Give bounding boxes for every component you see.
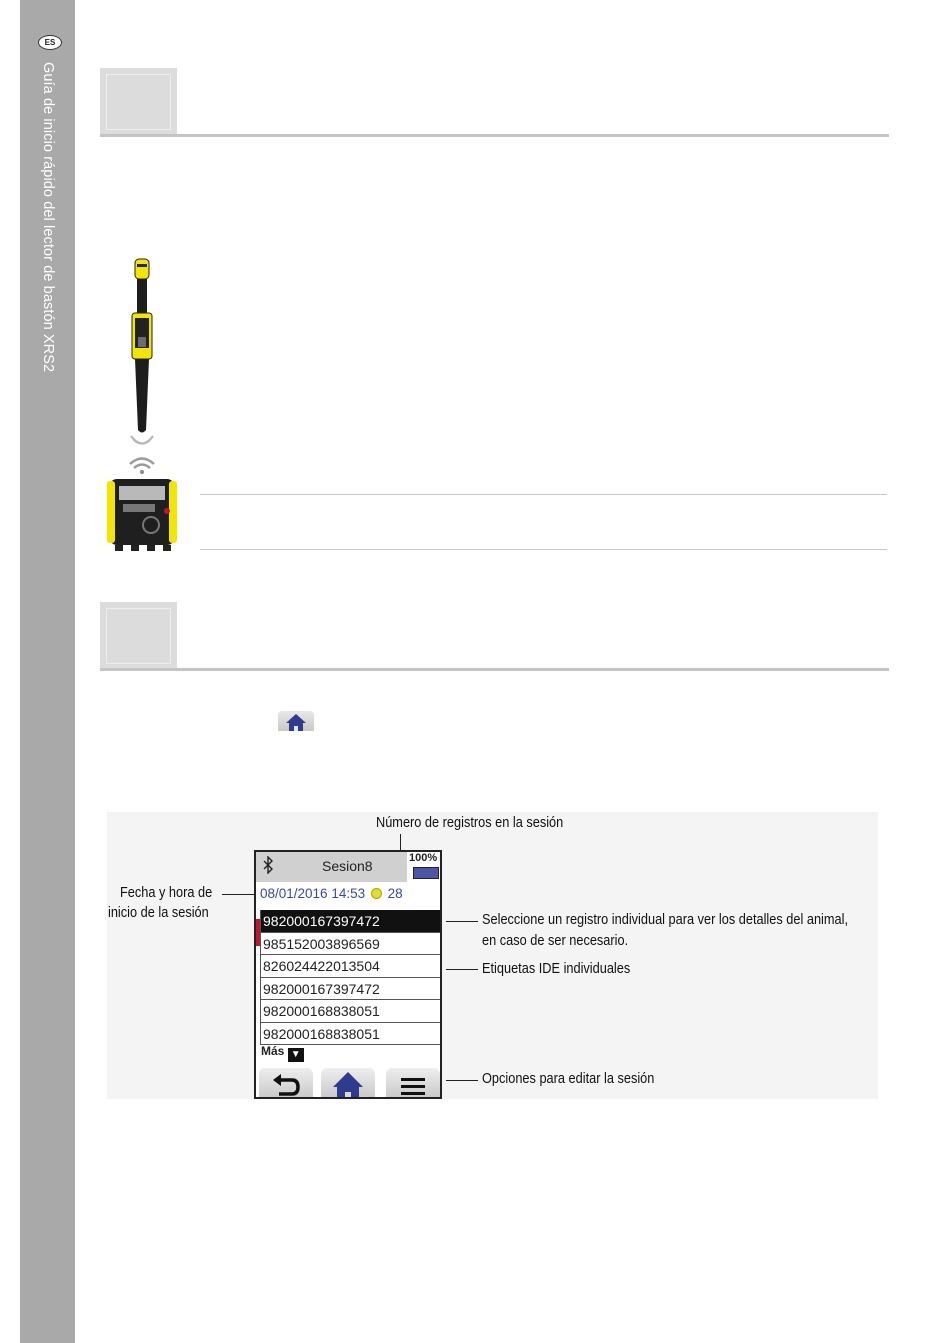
record-row[interactable]: 982000168838051 (260, 1023, 440, 1046)
more-indicator[interactable] (261, 1044, 304, 1062)
callout-options: Opciones para editar la sesión (482, 1071, 655, 1087)
callout-select-line1: Seleccione un registro individual para ver los detalles del animal, (482, 912, 848, 928)
home-button[interactable] (321, 1068, 375, 1099)
session-screen-diagram (107, 812, 878, 1099)
session-datetime: 08/01/2016 14:53 (260, 886, 366, 901)
section-marker-1 (100, 68, 177, 136)
menu-button[interactable] (386, 1068, 440, 1099)
more-label: Más (261, 1044, 285, 1058)
callout-date-line2: inicio de la sesión (108, 905, 209, 921)
home-icon (278, 711, 314, 731)
battery-icon (413, 867, 439, 879)
home-icon (321, 1068, 375, 1099)
session-datetime-line (260, 886, 403, 901)
session-name: Sesion8 (322, 858, 373, 874)
record-count-icon (371, 888, 382, 899)
callout-date-line1: Fecha y hora de (120, 885, 213, 901)
section-marker-2 (100, 602, 177, 670)
record-row-selected[interactable]: 982000167397472 (260, 910, 440, 933)
home-button-icon (278, 711, 314, 731)
record-row[interactable]: 982000167397472 (260, 978, 440, 1001)
record-row[interactable]: 826024422013504 (260, 955, 440, 978)
session-screen (254, 850, 442, 1099)
record-row[interactable]: 982000168838051 (260, 1000, 440, 1023)
battery-indicator (407, 852, 442, 882)
back-icon (259, 1068, 313, 1099)
bluetooth-icon (262, 856, 274, 874)
back-button[interactable] (259, 1068, 313, 1099)
language-badge: ES (38, 35, 62, 50)
divider-lower (200, 549, 887, 550)
chevron-down-icon: ▼ (288, 1048, 304, 1062)
record-count: 28 (387, 886, 403, 901)
record-row[interactable]: 985152003896569 (260, 933, 440, 956)
leader-tags (446, 969, 478, 970)
screen-title-bar (256, 852, 407, 882)
records-list (260, 910, 440, 1045)
callout-record-count: Número de registros en la sesión (376, 815, 564, 831)
callout-tags: Etiquetas IDE individuales (482, 961, 631, 977)
battery-percent: 100% (409, 852, 438, 864)
leader-date (222, 894, 256, 895)
leader-select (446, 921, 478, 922)
reader-and-indicator-illustration (107, 255, 177, 555)
guide-title: Guía de inicio rápido del lector de bastón XRS2 (40, 62, 56, 373)
divider-upper (200, 494, 887, 495)
section-rule-1 (100, 134, 889, 137)
leader-options (446, 1080, 478, 1081)
section-rule-2 (100, 668, 889, 671)
menu-icon (386, 1068, 440, 1099)
callout-select-line2: en caso de ser necesario. (482, 933, 629, 949)
